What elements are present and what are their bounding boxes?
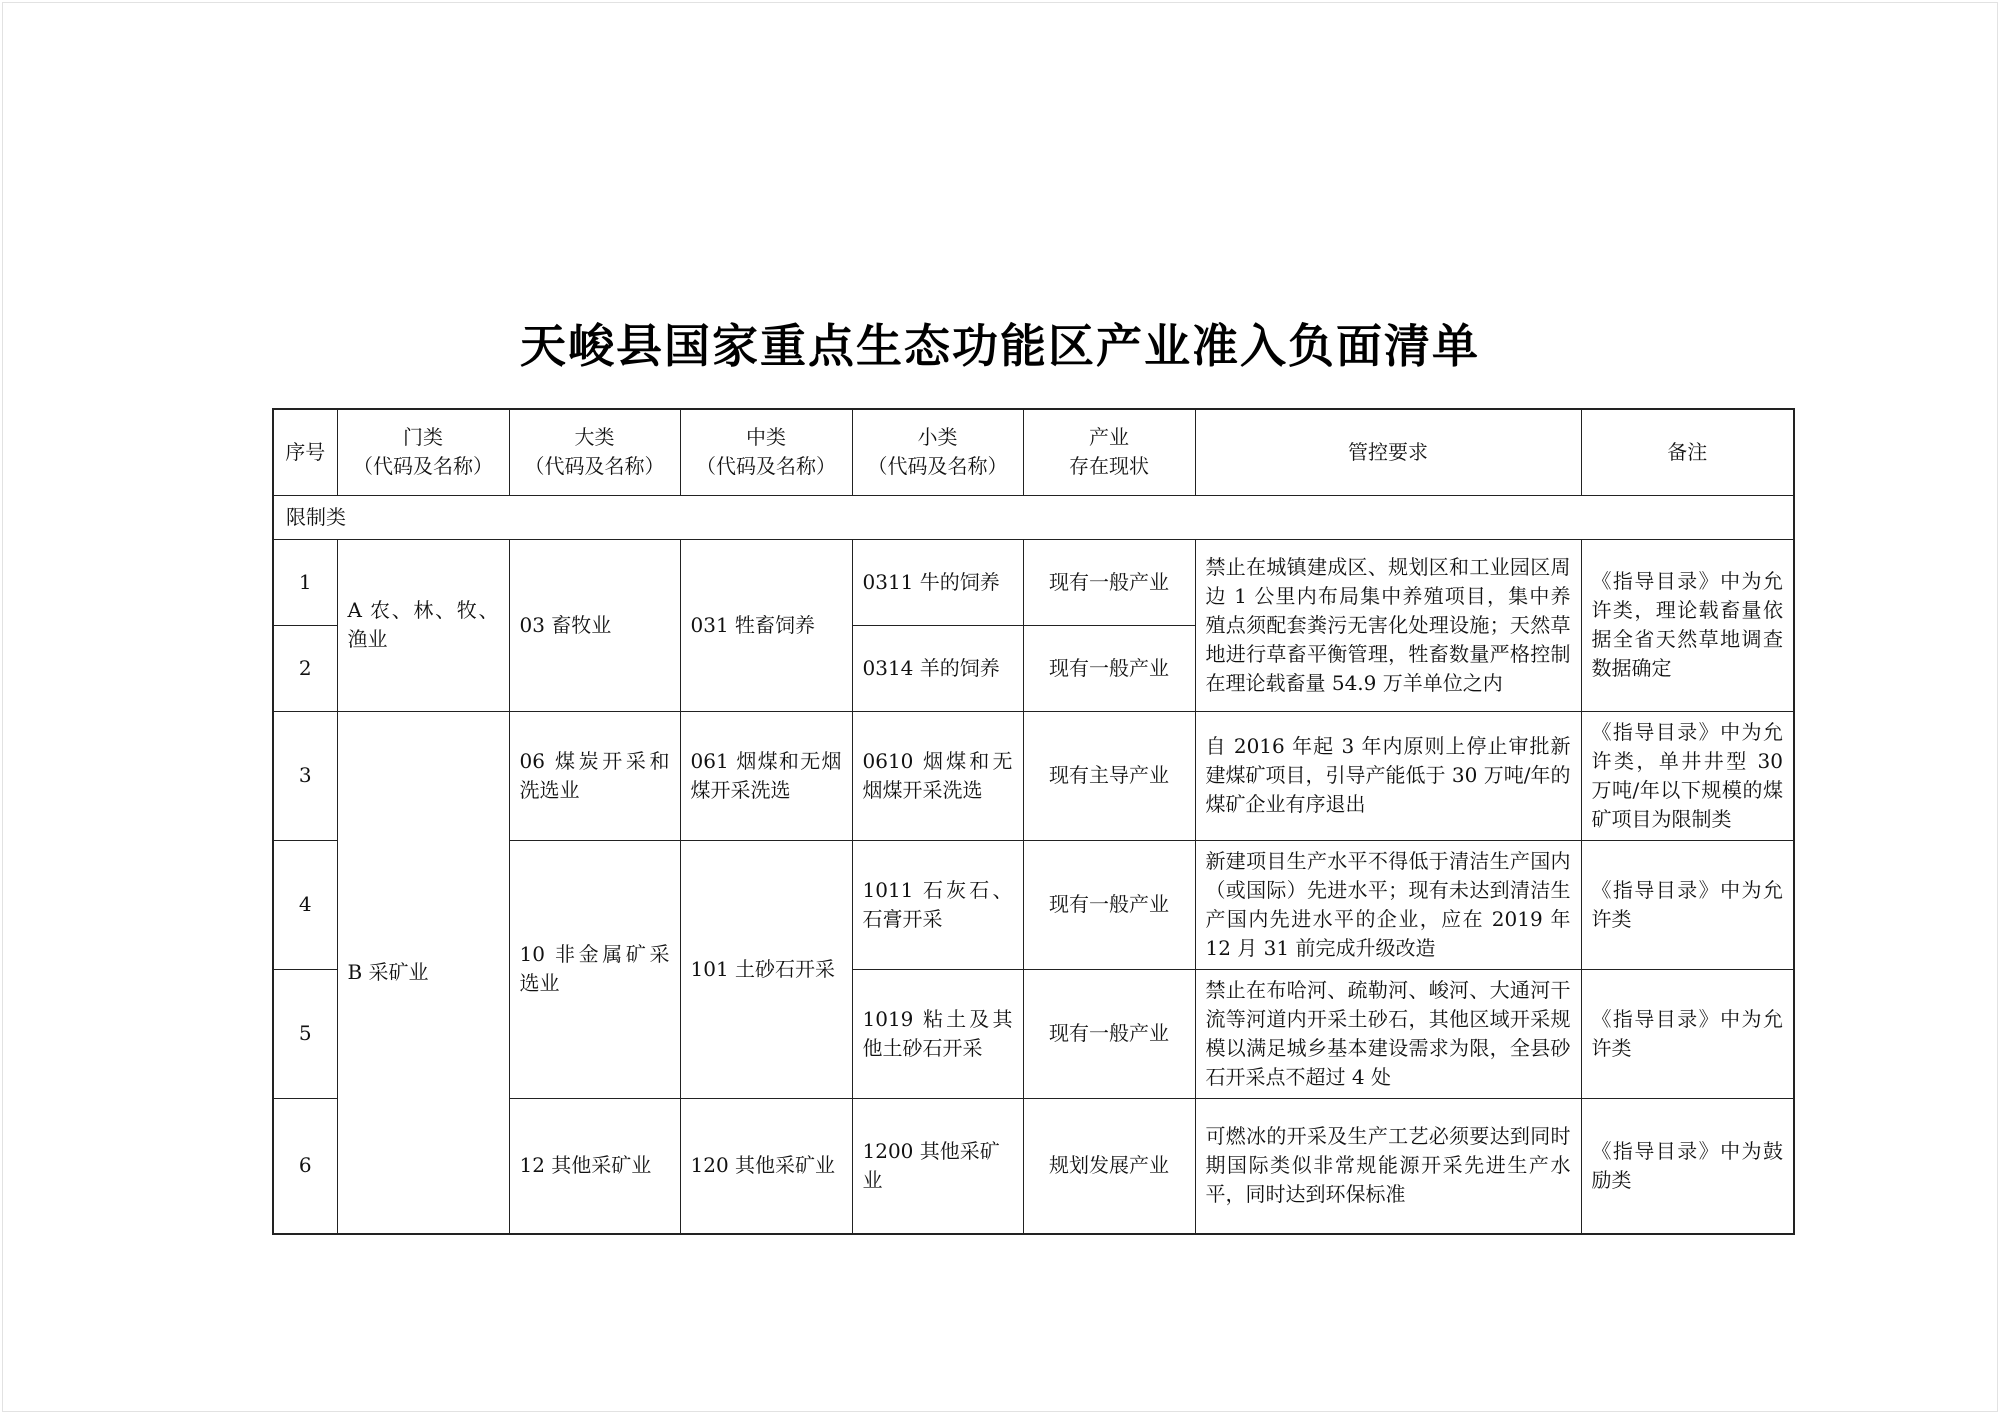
header-status [1023, 409, 1195, 495]
minor-cell: 0314 羊的饲养 [852, 625, 1023, 711]
row-index: 5 [273, 969, 337, 1098]
header-major-line1: 大类 [574, 425, 615, 450]
row-index: 4 [273, 840, 337, 969]
section-label: 限制类 [273, 495, 1794, 539]
header-category-line1: 门类 [403, 425, 443, 450]
row-index: 3 [273, 711, 337, 840]
remark-cell: 《指导目录》中为允许类 [1581, 840, 1794, 969]
row-index: 6 [273, 1098, 337, 1234]
negative-list-table [272, 408, 1795, 1235]
header-remark: 备注 [1581, 409, 1794, 495]
header-minor-line1: 小类 [917, 425, 958, 450]
middle-cell: 120 其他采矿业 [680, 1098, 852, 1234]
header-row [273, 409, 1794, 495]
status-cell: 现有一般产业 [1023, 539, 1195, 625]
major-cell: 10 非金属矿采选业 [509, 840, 680, 1098]
status-cell: 规划发展产业 [1023, 1098, 1195, 1234]
major-cell: 03 畜牧业 [509, 539, 680, 711]
control-cell: 可燃冰的开采及生产工艺必须要达到同时期国际类似非常规能源开采先进生产水平，同时达到环保标准 [1195, 1098, 1581, 1234]
header-minor-line2: （代码及名称） [867, 454, 1008, 479]
major-cell: 06 煤炭开采和洗选业 [509, 711, 680, 840]
section-row [273, 495, 1794, 539]
middle-cell: 061 烟煤和无烟煤开采洗选 [680, 711, 852, 840]
header-status-line2: 存在现状 [1069, 454, 1149, 479]
header-major-line2: （代码及名称） [524, 454, 665, 479]
remark-cell: 《指导目录》中为允许类，理论载畜量依据全省天然草地调查数据确定 [1581, 539, 1794, 711]
minor-cell: 0311 牛的饲养 [852, 539, 1023, 625]
control-cell: 禁止在城镇建成区、规划区和工业园区周边 1 公里内布局集中养殖项目，集中养殖点须配套粪污无害化处理设施；天然草地进行草畜平衡管理，牲畜数量严格控制在理论载畜量 54.9 万羊单位之内 [1195, 539, 1581, 711]
row-index: 1 [273, 539, 337, 625]
status-cell: 现有主导产业 [1023, 711, 1195, 840]
header-middle-line1: 中类 [746, 425, 786, 450]
control-cell: 新建项目生产水平不得低于清洁生产国内（或国际）先进水平；现有未达到清洁生产国内先进水平的企业，应在 2019 年 12 月 31 前完成升级改造 [1195, 840, 1581, 969]
status-cell: 现有一般产业 [1023, 969, 1195, 1098]
major-cell: 12 其他采矿业 [509, 1098, 680, 1234]
control-cell: 自 2016 年起 3 年内原则上停止审批新建煤矿项目，引导产能低于 30 万吨/年的煤矿企业有序退出 [1195, 711, 1581, 840]
control-cell: 禁止在布哈河、疏勒河、峻河、大通河干流等河道内开采土砂石，其他区域开采规模以满足城乡基本建设需求为限，全县砂石开采点不超过 4 处 [1195, 969, 1581, 1098]
header-control: 管控要求 [1195, 409, 1581, 495]
document-title: 天峻县国家重点生态功能区产业准入负面清单 [520, 319, 1480, 373]
remark-cell: 《指导目录》中为允许类 [1581, 969, 1794, 1098]
header-index: 序号 [273, 409, 337, 495]
minor-cell: 1200 其他采矿业 [852, 1098, 1023, 1234]
minor-cell: 1019 粘土及其他土砂石开采 [852, 969, 1023, 1098]
status-cell: 现有一般产业 [1023, 840, 1195, 969]
middle-cell: 031 牲畜饲养 [680, 539, 852, 711]
middle-cell: 101 土砂石开采 [680, 840, 852, 1098]
remark-cell: 《指导目录》中为允许类，单井井型 30 万吨/年以下规模的煤矿项目为限制类 [1581, 711, 1794, 840]
category-cell: B 采矿业 [337, 711, 509, 1234]
table-row [273, 539, 1794, 625]
header-middle [680, 409, 852, 495]
status-cell: 现有一般产业 [1023, 625, 1195, 711]
remark-cell: 《指导目录》中为鼓励类 [1581, 1098, 1794, 1234]
row-index: 2 [273, 625, 337, 711]
header-category-line2: （代码及名称） [353, 454, 493, 479]
header-middle-line2: （代码及名称） [696, 454, 836, 479]
header-category [337, 409, 509, 495]
header-status-line1: 产业 [1089, 425, 1129, 450]
header-minor [852, 409, 1023, 495]
table-row [273, 711, 1794, 840]
minor-cell: 1011 石灰石、石膏开采 [852, 840, 1023, 969]
minor-cell: 0610 烟煤和无烟煤开采洗选 [852, 711, 1023, 840]
category-cell: A 农、林、牧、渔业 [337, 539, 509, 711]
header-major [509, 409, 680, 495]
